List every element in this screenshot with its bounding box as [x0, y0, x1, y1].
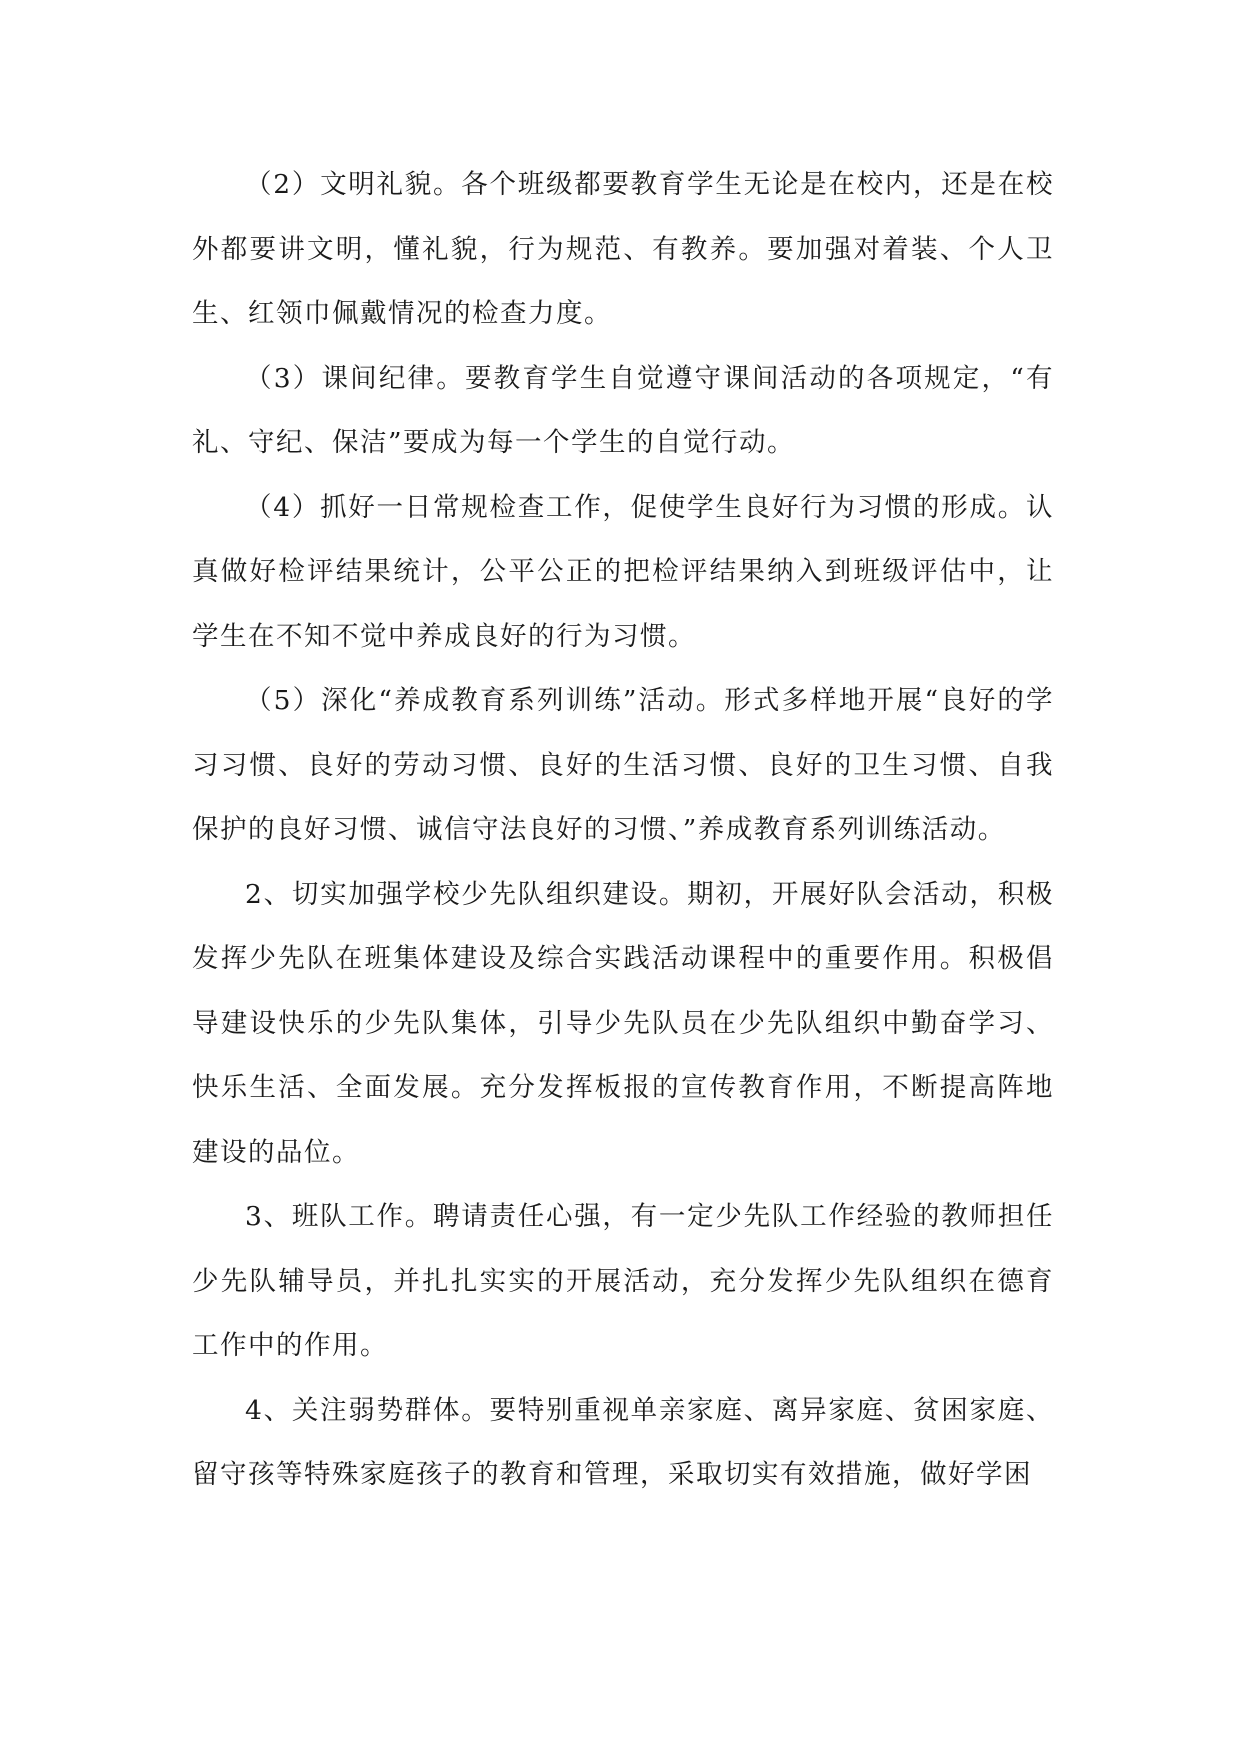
- paragraph-young-pioneers: 2、切实加强学校少先队组织建设。期初，开展好队会活动，积极发挥少先队在班集体建设及综合实践活动课程中的重要作用。积极倡导建设快乐的少先队集体，引导少先队员在少先队组织中勤奋学习、快乐生活、全面发展。充分发挥板报的宣传教育作用，不断提高阵地建设的品位。: [192, 878, 1054, 1168]
- paragraph-vulnerable-groups: 4、关注弱势群体。要特别重视单亲家庭、离异家庭、贫困家庭、留守孩等特殊家庭孩子的教育和管理，采取切实有效措施，做好学困: [192, 1394, 1054, 1490]
- paragraph-civility: （2）文明礼貌。各个班级都要教育学生无论是在校内，还是在校外都要讲文明，懂礼貌，行为规范、有教养。要加强对着装、个人卫生、红领巾佩戴情况的检查力度。: [192, 169, 1054, 329]
- document-body: [192, 153, 1054, 1508]
- paragraph-class-team-work: 3、班队工作。聘请责任心强，有一定少先队工作经验的教师担任少先队辅导员，并扎扎实实的开展活动，充分发挥少先队组织在德育工作中的作用。: [192, 1201, 1054, 1361]
- paragraph-recess-discipline: （3）课间纪律。要教育学生自觉遵守课间活动的各项规定，“有礼、守纪、保洁”要成为每一个学生的自觉行动。: [192, 362, 1054, 458]
- paragraph-daily-routine-check: （4）抓好一日常规检查工作，促使学生良好行为习惯的形成。认真做好检评结果统计，公平公正的把检评结果纳入到班级评估中，让学生在不知不觉中养成良好的行为习惯。: [192, 491, 1054, 652]
- paragraph-habit-training: （5）深化“养成教育系列训练”活动。形式多样地开展“良好的学习习惯、良好的劳动习惯、良好的生活习惯、良好的卫生习惯、自我保护的良好习惯、诚信守法良好的习惯、”养成教育系列训练活动。: [192, 685, 1054, 845]
